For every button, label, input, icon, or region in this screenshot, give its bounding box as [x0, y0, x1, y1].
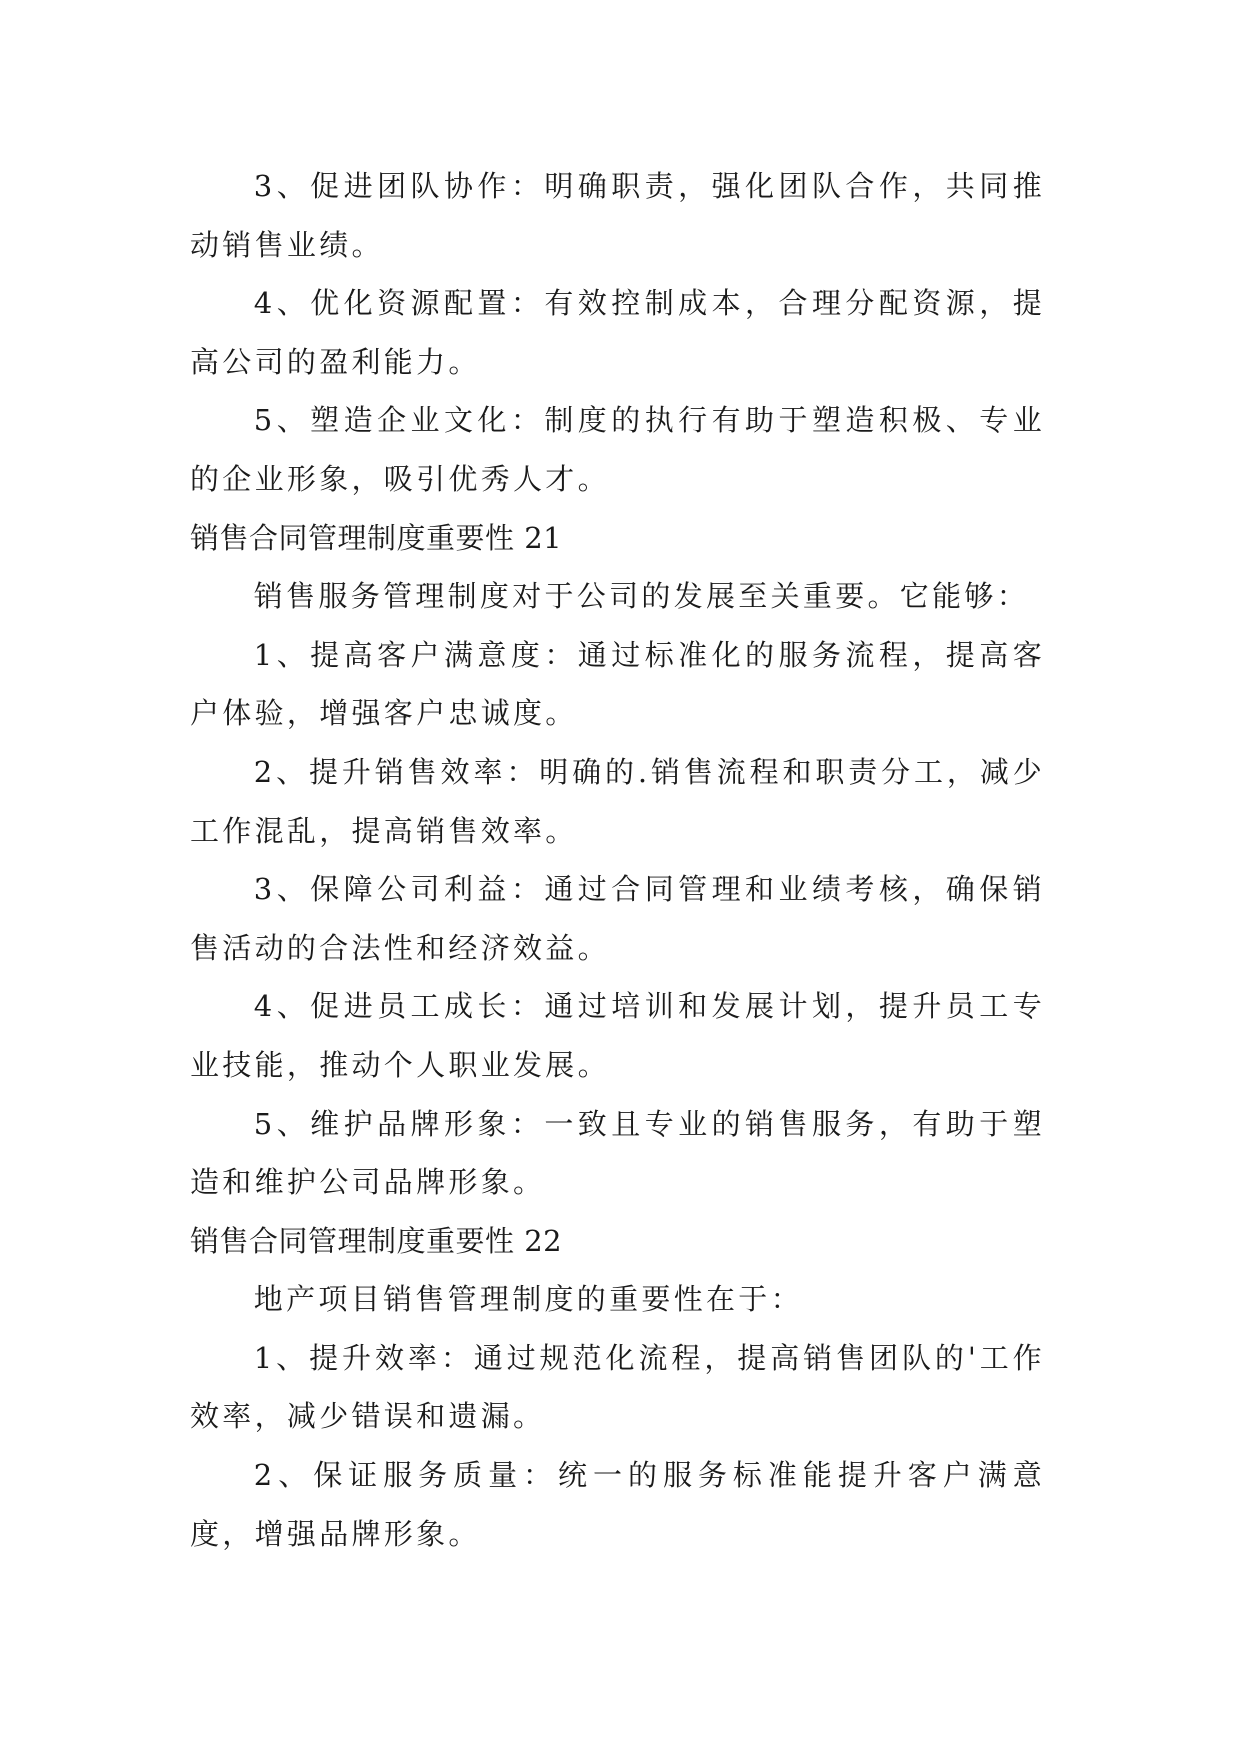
- document-body: [190, 157, 1045, 1563]
- section-heading-21: 销售合同管理制度重要性 21: [190, 520, 563, 555]
- paragraph-1-customer-satisfaction: 1、提高客户满意度：通过标准化的服务流程，提高客户体验，增强客户忠诚度。: [190, 637, 1045, 731]
- paragraph-2-service-quality: 2、保证服务质量：统一的服务标准能提升客户满意度，增强品牌形象。: [190, 1458, 1045, 1551]
- paragraph-5-corporate-culture: 5、塑造企业文化：制度的执行有助于塑造积极、专业的企业形象，吸引优秀人才。: [190, 403, 1045, 496]
- paragraph-3-team-collaboration: 3、促进团队协作：明确职责，强化团队合作，共同推动销售业绩。: [190, 169, 1045, 262]
- section-heading-22: 销售合同管理制度重要性 22: [190, 1223, 563, 1258]
- paragraph-2-sales-efficiency: 2、提升销售效率：明确的.销售流程和职责分工，减少工作混乱，提高销售效率。: [190, 754, 1045, 848]
- paragraph-1-efficiency: 1、提升效率：通过规范化流程，提高销售团队的'工作效率，减少错误和遗漏。: [190, 1340, 1045, 1434]
- paragraph-4-resource-allocation: 4、优化资源配置：有效控制成本，合理分配资源，提高公司的盈利能力。: [190, 286, 1045, 379]
- paragraph-intro-22: 地产项目销售管理制度的重要性在于：: [253, 1282, 803, 1317]
- paragraph-intro-21: 销售服务管理制度对于公司的发展至关重要。它能够：: [253, 579, 1029, 614]
- paragraph-5-brand-image: 5、维护品牌形象：一致且专业的销售服务，有助于塑造和维护公司品牌形象。: [190, 1106, 1045, 1200]
- paragraph-3-company-interests: 3、保障公司利益：通过合同管理和业绩考核，确保销售活动的合法性和经济效益。: [190, 872, 1045, 965]
- paragraph-4-employee-growth: 4、促进员工成长：通过培训和发展计划，提升员工专业技能，推动个人职业发展。: [190, 989, 1045, 1082]
